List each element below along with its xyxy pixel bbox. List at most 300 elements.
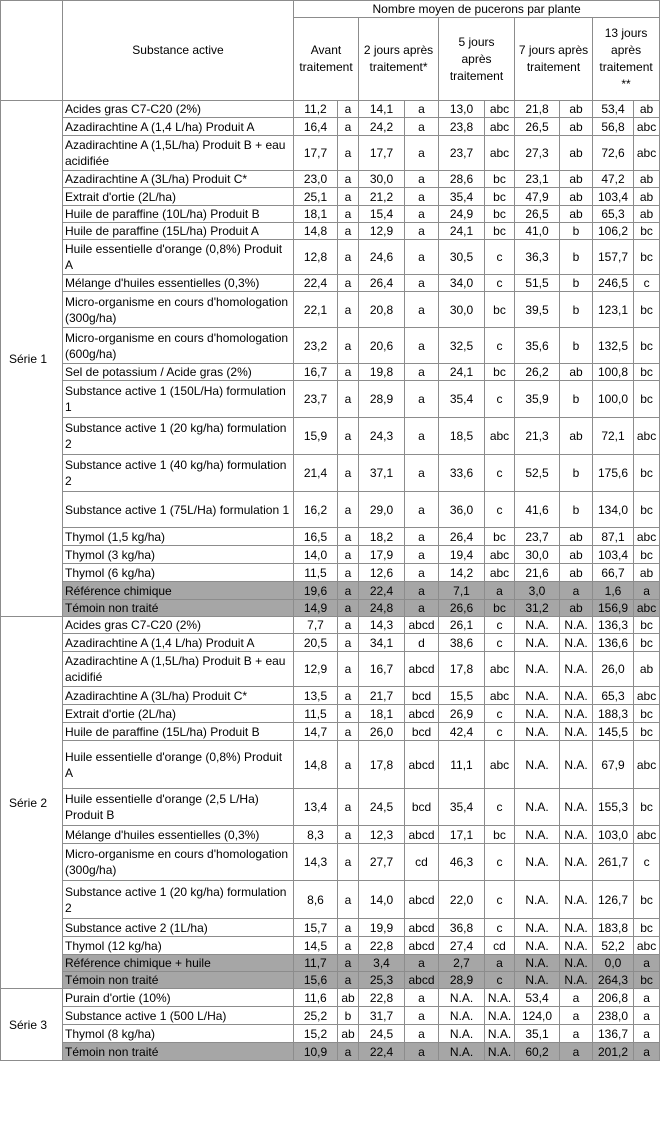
- significance-letter: bc: [485, 826, 515, 844]
- substance-name: Micro-organisme en cours d'homologation (300g/ha): [63, 292, 294, 328]
- aphid-count: 26,2: [515, 364, 560, 381]
- substance-name: Micro-organisme en cours d'homologation (600g/ha): [63, 328, 294, 364]
- aphid-count: 103,4: [593, 546, 634, 564]
- significance-letter: N.A.: [560, 972, 593, 989]
- significance-letter: c: [485, 492, 515, 528]
- aphid-count: N.A.: [515, 881, 560, 919]
- significance-letter: a: [338, 206, 359, 223]
- substance-name: Azadirachtine A (1,4 L/ha) Produit A: [63, 118, 294, 136]
- aphid-count: 15,4: [359, 206, 405, 223]
- table-row: [1, 492, 660, 528]
- substance-name: Thymol (1,5 kg/ha): [63, 528, 294, 546]
- serie-label: Série 3: [1, 989, 63, 1061]
- aphid-count: 56,8: [593, 118, 634, 136]
- aphid-count: 24,2: [359, 118, 405, 136]
- significance-letter: a: [338, 455, 359, 492]
- substance-name: Huile de paraffine (10L/ha) Produit B: [63, 206, 294, 223]
- aphid-count: 261,7: [593, 844, 634, 881]
- significance-letter: bc: [485, 188, 515, 206]
- aphid-count: 32,5: [439, 328, 485, 364]
- aphid-count: 136,7: [593, 1025, 634, 1043]
- table-row: [1, 136, 660, 171]
- significance-letter: a: [405, 240, 439, 275]
- significance-letter: ab: [634, 564, 660, 582]
- substance-name: Thymol (8 kg/ha): [63, 1025, 294, 1043]
- table-row: [1, 171, 660, 188]
- aphid-count: 52,5: [515, 455, 560, 492]
- significance-letter: a: [405, 171, 439, 188]
- aphid-count: 30,0: [439, 292, 485, 328]
- significance-letter: abcd: [405, 937, 439, 955]
- aphid-count: 23,7: [294, 381, 338, 418]
- significance-letter: N.A.: [560, 617, 593, 634]
- aphid-count: 175,6: [593, 455, 634, 492]
- significance-letter: a: [338, 634, 359, 652]
- aphid-count: 156,9: [593, 600, 634, 617]
- table-row: [1, 844, 660, 881]
- significance-letter: a: [405, 101, 439, 118]
- substance-name: Témoin non traité: [63, 600, 294, 617]
- aphid-count: N.A.: [515, 634, 560, 652]
- significance-letter: a: [634, 1025, 660, 1043]
- table-row: [1, 564, 660, 582]
- significance-letter: abc: [634, 741, 660, 789]
- aphid-count: 238,0: [593, 1007, 634, 1025]
- significance-letter: a: [338, 136, 359, 171]
- aphid-count: 52,2: [593, 937, 634, 955]
- aphid-count: 7,7: [294, 617, 338, 634]
- aphid-count: 134,0: [593, 492, 634, 528]
- significance-letter: ab: [560, 206, 593, 223]
- substance-name: Acides gras C7-C20 (2%): [63, 617, 294, 634]
- significance-letter: a: [634, 1043, 660, 1061]
- aphid-count: N.A.: [515, 955, 560, 972]
- aphid-count: 26,4: [359, 275, 405, 292]
- significance-letter: a: [338, 328, 359, 364]
- significance-letter: abcd: [405, 919, 439, 937]
- aphid-count: 28,9: [439, 972, 485, 989]
- significance-letter: N.A.: [560, 687, 593, 705]
- substance-name: Substance active 1 (75L/Ha) formulation 1: [63, 492, 294, 528]
- aphid-count: 12,3: [359, 826, 405, 844]
- significance-letter: a: [405, 223, 439, 240]
- header-blank-serie: [1, 1, 63, 101]
- aphid-count: 17,8: [359, 741, 405, 789]
- aphid-count: N.A.: [515, 687, 560, 705]
- aphid-count: 21,7: [359, 687, 405, 705]
- table-row: [1, 1025, 660, 1043]
- aphid-count: 3,4: [359, 955, 405, 972]
- aphid-count: 155,3: [593, 789, 634, 826]
- aphid-count: 8,6: [294, 881, 338, 919]
- significance-letter: a: [560, 1043, 593, 1061]
- aphid-count: 25,3: [359, 972, 405, 989]
- substance-name: Azadirachtine A (3L/ha) Produit C*: [63, 171, 294, 188]
- significance-letter: ab: [634, 652, 660, 687]
- aphid-count: 13,0: [439, 101, 485, 118]
- significance-letter: a: [338, 789, 359, 826]
- aphid-count: 136,6: [593, 634, 634, 652]
- significance-letter: c: [485, 881, 515, 919]
- aphid-count: 21,8: [515, 101, 560, 118]
- aphid-count: 3,0: [515, 582, 560, 600]
- significance-letter: a: [405, 455, 439, 492]
- aphid-count: 18,1: [359, 705, 405, 723]
- significance-letter: b: [560, 223, 593, 240]
- significance-letter: abc: [634, 418, 660, 455]
- table-row: [1, 275, 660, 292]
- substance-name: Thymol (12 kg/ha): [63, 937, 294, 955]
- aphid-count: 16,7: [359, 652, 405, 687]
- aphid-count: 67,9: [593, 741, 634, 789]
- aphid-count: 24,1: [439, 223, 485, 240]
- significance-letter: abc: [485, 564, 515, 582]
- aphid-count: N.A.: [515, 617, 560, 634]
- aphid-count: 246,5: [593, 275, 634, 292]
- significance-letter: d: [405, 634, 439, 652]
- significance-letter: ab: [560, 564, 593, 582]
- substance-name: Acides gras C7-C20 (2%): [63, 101, 294, 118]
- aphid-count: 24,1: [439, 364, 485, 381]
- aphid-count: 15,9: [294, 418, 338, 455]
- aphid-count: 11,2: [294, 101, 338, 118]
- aphid-count: 19,9: [359, 919, 405, 937]
- table-row: [1, 881, 660, 919]
- aphid-count: 100,0: [593, 381, 634, 418]
- aphid-count: 65,3: [593, 687, 634, 705]
- table-row: [1, 364, 660, 381]
- significance-letter: abcd: [405, 617, 439, 634]
- aphid-count: 14,3: [359, 617, 405, 634]
- significance-letter: a: [338, 292, 359, 328]
- aphid-count: 124,0: [515, 1007, 560, 1025]
- significance-letter: a: [338, 687, 359, 705]
- significance-letter: a: [634, 1007, 660, 1025]
- significance-letter: a: [405, 188, 439, 206]
- significance-letter: c: [485, 789, 515, 826]
- significance-letter: bc: [485, 292, 515, 328]
- aphid-count: 17,8: [439, 652, 485, 687]
- aphid-count: 10,9: [294, 1043, 338, 1061]
- significance-letter: bcd: [405, 723, 439, 741]
- significance-letter: a: [485, 582, 515, 600]
- substance-name: Huile essentielle d'orange (0,8%) Produit A: [63, 240, 294, 275]
- aphid-count: 12,9: [359, 223, 405, 240]
- aphid-count: 35,4: [439, 789, 485, 826]
- aphid-count: 35,4: [439, 188, 485, 206]
- significance-letter: c: [485, 634, 515, 652]
- significance-letter: a: [338, 1043, 359, 1061]
- significance-letter: N.A.: [485, 989, 515, 1007]
- table-row: [1, 741, 660, 789]
- aphid-count: 14,2: [439, 564, 485, 582]
- aphid-count: 15,6: [294, 972, 338, 989]
- significance-letter: c: [634, 275, 660, 292]
- table-row: [1, 206, 660, 223]
- aphid-count: 87,1: [593, 528, 634, 546]
- table-row: [1, 705, 660, 723]
- significance-letter: a: [338, 188, 359, 206]
- aphid-count: 15,5: [439, 687, 485, 705]
- significance-letter: ab: [560, 528, 593, 546]
- significance-letter: b: [560, 455, 593, 492]
- significance-letter: N.A.: [560, 919, 593, 937]
- table-row: [1, 101, 660, 118]
- significance-letter: b: [338, 1007, 359, 1025]
- significance-letter: a: [338, 881, 359, 919]
- aphid-count: 11,6: [294, 989, 338, 1007]
- aphid-count: 21,4: [294, 455, 338, 492]
- aphid-count: 14,1: [359, 101, 405, 118]
- aphid-count: 23,2: [294, 328, 338, 364]
- significance-letter: a: [338, 101, 359, 118]
- significance-letter: bc: [634, 705, 660, 723]
- table-row: [1, 528, 660, 546]
- aphid-count: N.A.: [515, 741, 560, 789]
- table-row: [1, 652, 660, 687]
- significance-letter: N.A.: [560, 955, 593, 972]
- significance-letter: bc: [634, 381, 660, 418]
- significance-letter: abcd: [405, 741, 439, 789]
- significance-letter: bc: [634, 617, 660, 634]
- aphid-count: 24,5: [359, 1025, 405, 1043]
- table-row: [1, 1043, 660, 1061]
- significance-letter: ab: [634, 101, 660, 118]
- significance-letter: ab: [560, 136, 593, 171]
- aphid-count: N.A.: [515, 972, 560, 989]
- aphid-count: 25,1: [294, 188, 338, 206]
- significance-letter: a: [560, 1007, 593, 1025]
- significance-letter: a: [338, 418, 359, 455]
- aphid-count: 20,8: [359, 292, 405, 328]
- significance-letter: a: [338, 275, 359, 292]
- significance-letter: b: [560, 240, 593, 275]
- significance-letter: b: [560, 275, 593, 292]
- aphid-count: 1,6: [593, 582, 634, 600]
- significance-letter: a: [405, 136, 439, 171]
- significance-letter: a: [338, 826, 359, 844]
- aphid-count: 34,1: [359, 634, 405, 652]
- significance-letter: N.A.: [560, 705, 593, 723]
- significance-letter: c: [485, 381, 515, 418]
- substance-name: Huile essentielle d'orange (2,5 L/Ha) Produit B: [63, 789, 294, 826]
- aphid-count: 22,4: [294, 275, 338, 292]
- significance-letter: ab: [560, 171, 593, 188]
- aphid-count: 12,6: [359, 564, 405, 582]
- significance-letter: a: [338, 955, 359, 972]
- aphid-count: 103,0: [593, 826, 634, 844]
- aphid-count: 26,6: [439, 600, 485, 617]
- aphid-count: 16,4: [294, 118, 338, 136]
- significance-letter: ab: [338, 989, 359, 1007]
- aphid-count: 22,8: [359, 937, 405, 955]
- significance-letter: c: [485, 328, 515, 364]
- significance-letter: a: [405, 564, 439, 582]
- aphid-count: 20,5: [294, 634, 338, 652]
- aphid-count: 26,4: [439, 528, 485, 546]
- significance-letter: abc: [634, 687, 660, 705]
- aphid-count: 39,5: [515, 292, 560, 328]
- header-col-5j: 5 jours après traitement: [439, 18, 515, 101]
- significance-letter: a: [405, 118, 439, 136]
- aphid-count: 30,0: [359, 171, 405, 188]
- aphid-count: 157,7: [593, 240, 634, 275]
- table-row: [1, 418, 660, 455]
- significance-letter: bc: [485, 171, 515, 188]
- significance-letter: cd: [485, 937, 515, 955]
- significance-letter: abc: [485, 687, 515, 705]
- header-col-13j: 13 jours après traitement **: [593, 18, 660, 101]
- aphid-count: 136,3: [593, 617, 634, 634]
- substance-name: Sel de potassium / Acide gras (2%): [63, 364, 294, 381]
- substance-name: Huile de paraffine (15L/ha) Produit A: [63, 223, 294, 240]
- table-row: [1, 955, 660, 972]
- aphid-count: 17,7: [294, 136, 338, 171]
- significance-letter: a: [405, 292, 439, 328]
- aphid-count: 11,7: [294, 955, 338, 972]
- significance-letter: a: [338, 600, 359, 617]
- significance-letter: abc: [634, 136, 660, 171]
- aphid-count: 30,0: [515, 546, 560, 564]
- substance-name: Référence chimique + huile: [63, 955, 294, 972]
- aphid-count: 14,7: [294, 723, 338, 741]
- significance-letter: c: [634, 844, 660, 881]
- significance-letter: a: [634, 955, 660, 972]
- aphid-count: 27,3: [515, 136, 560, 171]
- significance-letter: abc: [485, 136, 515, 171]
- aphid-count: 46,3: [439, 844, 485, 881]
- table-row: [1, 1007, 660, 1025]
- aphid-count: 16,5: [294, 528, 338, 546]
- aphid-count: 24,5: [359, 789, 405, 826]
- aphid-count: 123,1: [593, 292, 634, 328]
- table-row: [1, 919, 660, 937]
- significance-letter: bc: [634, 328, 660, 364]
- significance-letter: c: [485, 844, 515, 881]
- substance-name: Référence chimique: [63, 582, 294, 600]
- significance-letter: a: [560, 1025, 593, 1043]
- aphid-count: 26,9: [439, 705, 485, 723]
- header-top-title: Nombre moyen de pucerons par plante: [294, 1, 660, 18]
- aphid-count: 19,8: [359, 364, 405, 381]
- significance-letter: N.A.: [560, 634, 593, 652]
- substance-name: Témoin non traité: [63, 972, 294, 989]
- significance-letter: a: [338, 171, 359, 188]
- significance-letter: bc: [634, 919, 660, 937]
- aphid-count: 20,6: [359, 328, 405, 364]
- significance-letter: ab: [634, 188, 660, 206]
- significance-letter: b: [560, 492, 593, 528]
- aphid-count: 21,6: [515, 564, 560, 582]
- significance-letter: ab: [560, 546, 593, 564]
- significance-letter: a: [338, 564, 359, 582]
- substance-name: Azadirachtine A (1,4 L/ha) Produit A: [63, 634, 294, 652]
- significance-letter: a: [634, 989, 660, 1007]
- aphid-count: 35,6: [515, 328, 560, 364]
- aphid-count: 16,2: [294, 492, 338, 528]
- substance-name: Huile de paraffine (15L/ha) Produit B: [63, 723, 294, 741]
- table-row: [1, 634, 660, 652]
- significance-letter: abc: [485, 652, 515, 687]
- significance-letter: a: [338, 741, 359, 789]
- aphid-count: 36,0: [439, 492, 485, 528]
- substance-name: Extrait d'ortie (2L/ha): [63, 705, 294, 723]
- substance-name: Substance active 1 (20 kg/ha) formulation 2: [63, 881, 294, 919]
- aphid-count: N.A.: [515, 723, 560, 741]
- significance-letter: ab: [560, 364, 593, 381]
- aphid-count: 12,8: [294, 240, 338, 275]
- significance-letter: a: [338, 381, 359, 418]
- substance-name: Substance active 1 (40 kg/ha) formulation 2: [63, 455, 294, 492]
- aphid-count: 15,7: [294, 919, 338, 937]
- significance-letter: N.A.: [560, 789, 593, 826]
- significance-letter: abcd: [405, 881, 439, 919]
- aphid-count: 132,5: [593, 328, 634, 364]
- aphid-count: 183,8: [593, 919, 634, 937]
- aphid-count: 18,1: [294, 206, 338, 223]
- substance-name: Mélange d'huiles essentielles (0,3%): [63, 275, 294, 292]
- significance-letter: N.A.: [485, 1043, 515, 1061]
- significance-letter: bc: [634, 634, 660, 652]
- table-body: [1, 101, 660, 1061]
- significance-letter: N.A.: [560, 652, 593, 687]
- significance-letter: ab: [634, 206, 660, 223]
- aphid-count: 23,8: [439, 118, 485, 136]
- aphid-count: 23,1: [515, 171, 560, 188]
- aphid-count: N.A.: [515, 705, 560, 723]
- aphid-count: 16,7: [294, 364, 338, 381]
- significance-letter: abc: [634, 937, 660, 955]
- significance-letter: abc: [634, 826, 660, 844]
- substance-name: Thymol (3 kg/ha): [63, 546, 294, 564]
- aphid-count: 14,8: [294, 741, 338, 789]
- substance-name: Azadirachtine A (1,5L/ha) Produit B + eau acidifié: [63, 652, 294, 687]
- substance-name: Témoin non traité: [63, 1043, 294, 1061]
- significance-letter: a: [338, 937, 359, 955]
- significance-letter: c: [485, 705, 515, 723]
- significance-letter: a: [405, 1025, 439, 1043]
- aphid-count: 23,7: [439, 136, 485, 171]
- significance-letter: b: [560, 292, 593, 328]
- aphid-count: 24,9: [439, 206, 485, 223]
- significance-letter: bc: [634, 455, 660, 492]
- significance-letter: a: [338, 723, 359, 741]
- aphid-count: 14,5: [294, 937, 338, 955]
- aphid-count: 72,1: [593, 418, 634, 455]
- significance-letter: a: [338, 240, 359, 275]
- aphid-count: 28,6: [439, 171, 485, 188]
- aphid-count: 25,2: [294, 1007, 338, 1025]
- significance-letter: a: [405, 328, 439, 364]
- significance-letter: abc: [485, 741, 515, 789]
- significance-letter: abc: [634, 118, 660, 136]
- significance-letter: abcd: [405, 652, 439, 687]
- significance-letter: a: [405, 955, 439, 972]
- serie-label: Série 1: [1, 101, 63, 617]
- aphid-count: 13,5: [294, 687, 338, 705]
- aphid-count: 11,1: [439, 741, 485, 789]
- header-col-avant: Avant traitement: [294, 18, 359, 101]
- significance-letter: N.A.: [560, 881, 593, 919]
- significance-letter: abcd: [405, 972, 439, 989]
- significance-letter: bc: [634, 492, 660, 528]
- aphid-count: 12,9: [294, 652, 338, 687]
- table-row: [1, 223, 660, 240]
- table-row: [1, 546, 660, 564]
- significance-letter: a: [338, 919, 359, 937]
- significance-letter: c: [485, 617, 515, 634]
- aphid-count: 14,9: [294, 600, 338, 617]
